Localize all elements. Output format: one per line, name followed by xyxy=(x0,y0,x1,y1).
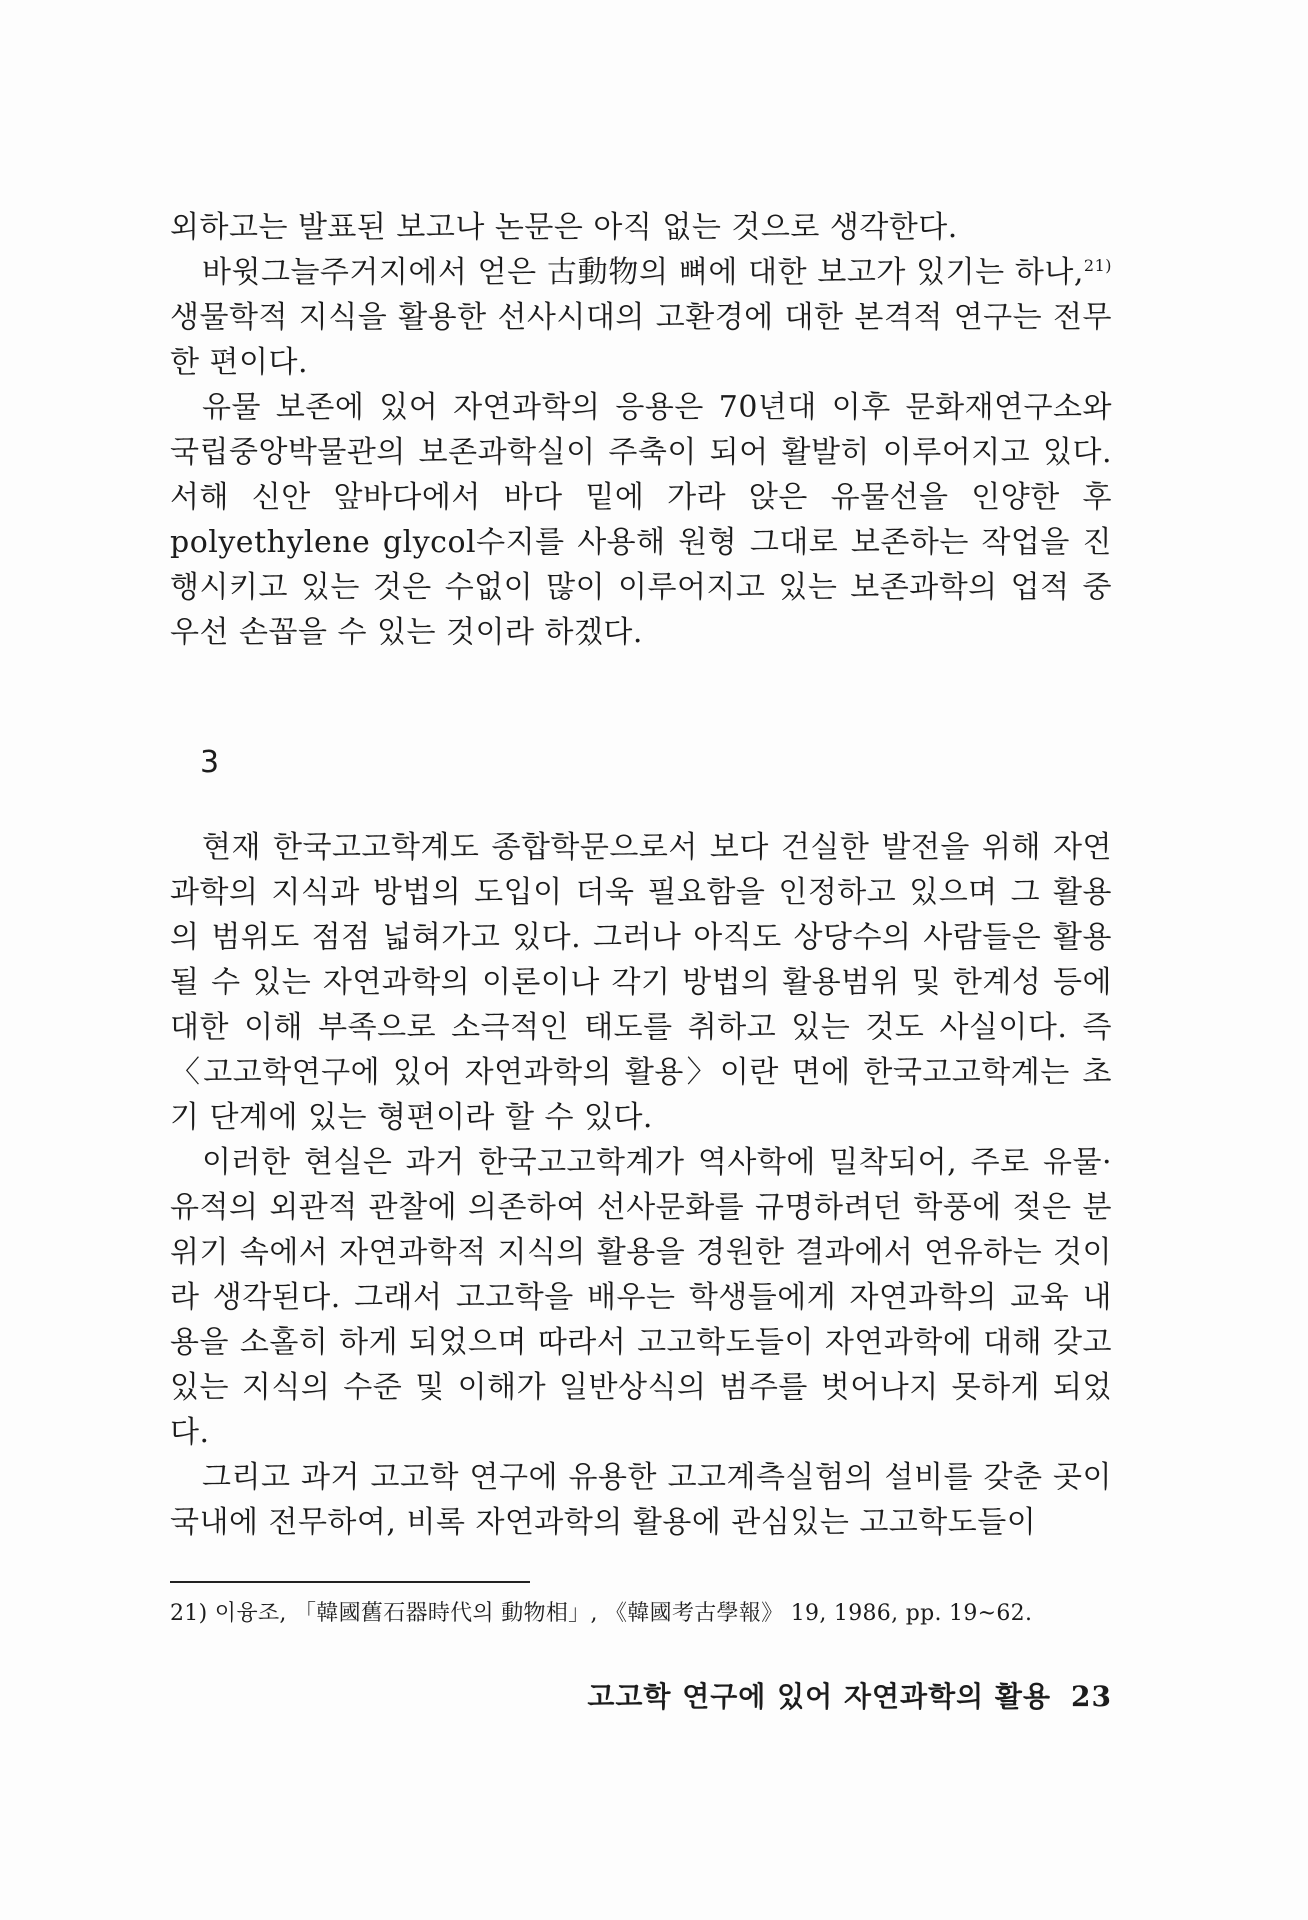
page-number: 23 xyxy=(1071,1680,1112,1713)
paragraph: 이러한 현실은 과거 한국고고학계가 역사학에 밀착되어, 주로 유물·유적의 외관적 관찰에 의존하여 선사문화를 규명하려던 학풍에 젖은 분위기 속에서 자연과학적 지식의 활용을 경원한 결과에서 연유하는 것이라 생각된다. 그래서 고고학을 배우는 학생들에게 자연과학의 교육 내용을 소홀히 하게 되었으며 따라서 고고학도들이 자연과학에 대해 갖고 있는 지식의 수준 및 이해가 일반상식의 범주를 벗어나지 못하게 되었다. xyxy=(170,1145,1112,1450)
paragraph-conservation: 유물 보존에 있어 자연과학의 응용은 70년대 이후 문화재연구소와 국립중앙박물관의 보존과학실이 주축이 되어 활발히 이루어지고 있다. 서해 신안 앞바다에서 바다 밑에 가라 앉은 유물선을 인양한 후 polyethylene glycol수지를 사용해 원형 그대로 보존하는 작업을 진행시키고 있는 것은 수없이 많이 이루어지고 있는 보존과학의 업적 중 우선 손꼽을 수 있는 것이라 하겠다. xyxy=(170,390,1112,650)
footnote: 21) 이융조, 「韓國舊石器時代의 動物相」, 《韓國考古學報》 19, 1986, pp. 19~62. xyxy=(170,1601,1033,1626)
paragraph-text: 바윗그늘주거지에서 얻은 古動物의 뼈에 대한 보고가 있기는 하나, xyxy=(202,255,1084,290)
footer-title: 고고학 연구에 있어 자연과학의 활용 xyxy=(587,1680,1052,1713)
paragraph-continuation: 외하고는 발표된 보고나 논문은 아직 없는 것으로 생각한다. xyxy=(170,210,958,245)
section-number: 3 xyxy=(200,745,220,780)
paragraph-text: 생물학적 지식을 활용한 선사시대의 고환경에 대한 본격적 연구는 전무한 편이다. xyxy=(170,300,1112,380)
text-block-top xyxy=(170,205,1112,655)
paragraph: 현재 한국고고학계도 종합학문으로서 보다 건실한 발전을 위해 자연과학의 지식과 방법의 도입이 더욱 필요함을 인정하고 있으며 그 활용의 범위도 점점 넓혀가고 있다. 그러나 아직도 상당수의 사람들은 활용될 수 있는 자연과학의 이론이나 각기 방법의 활용범위 및 한계성 등에 대한 이해 부족으로 소극적인 태도를 취하고 있는 것도 사실이다. 즉 〈고고학연구에 있어 자연과학의 활용〉이란 면에 한국고고학계는 초기 단계에 있는 형편이라 할 수 있다. xyxy=(170,830,1112,1135)
text-block-main xyxy=(170,825,1112,1545)
footnote-divider xyxy=(170,1581,530,1583)
running-footer xyxy=(587,1675,1112,1715)
paragraph-with-footnote xyxy=(170,250,1112,385)
footnote-marker: 21) xyxy=(1083,256,1112,275)
paragraph: 그리고 과거 고고학 연구에 유용한 고고계측실험의 설비를 갖춘 곳이 국내에 전무하여, 비록 자연과학의 활용에 관심있는 고고학도들이 xyxy=(170,1460,1112,1540)
